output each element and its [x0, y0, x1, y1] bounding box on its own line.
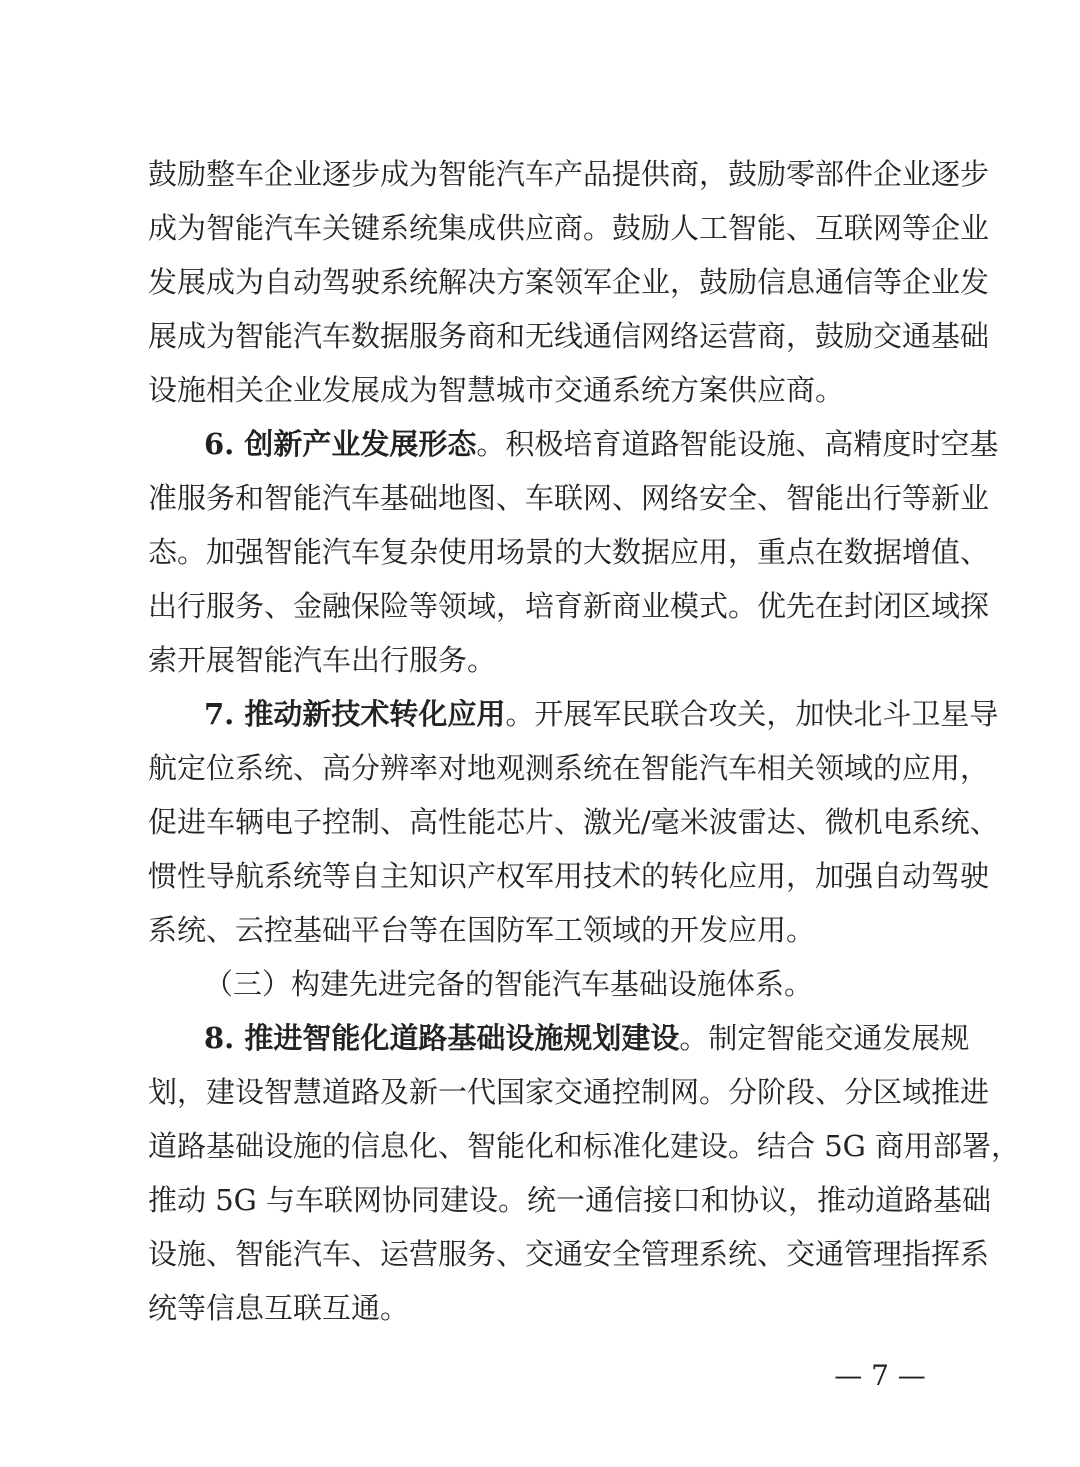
section-heading-line: 6. 创新产业发展形态。积极培育道路智能设施、高精度时空基: [204, 427, 999, 461]
text-line: 准服务和智能汽车基础地图、车联网、网络安全、智能出行等新业: [148, 481, 990, 515]
text-line: 态。加强智能汽车复杂使用场景的大数据应用，重点在数据增值、: [148, 535, 990, 569]
section-heading-line: 8. 推进智能化道路基础设施规划建设。制定智能交通发展规: [204, 1021, 970, 1055]
text-line: 展成为智能汽车数据服务商和无线通信网络运营商，鼓励交通基础: [148, 319, 990, 353]
subsection-heading-line: [204, 964, 934, 1004]
section-heading: 7. 推动新技术转化应用: [204, 697, 506, 731]
text-line: 设施、智能汽车、运营服务、交通安全管理系统、交通管理指挥系: [148, 1237, 990, 1271]
page-number: — 7 —: [834, 1359, 926, 1392]
text-line: 划，建设智慧道路及新一代国家交通控制网。分阶段、分区域推进: [148, 1075, 990, 1109]
text-line: 促进车辆电子控制、高性能芯片、激光/毫米波雷达、微机电系统、: [148, 805, 999, 839]
section-heading: 6. 创新产业发展形态: [204, 427, 477, 461]
text-line: 系统、云控基础平台等在国防军工领域的开发应用。: [148, 913, 816, 947]
text-line: 航定位系统、高分辨率对地观测系统在智能汽车相关领域的应用，: [148, 751, 990, 785]
text-line: 推动 5G 与车联网协同建设。统一通信接口和协议，推动道路基础: [148, 1183, 992, 1217]
subsection-heading: （三）构建先进完备的智能汽车基础设施体系。: [204, 967, 814, 1001]
section-heading-line: 7. 推动新技术转化应用。开展军民联合攻关，加快北斗卫星导: [204, 697, 999, 731]
text-line: 鼓励整车企业逐步成为智能汽车产品提供商，鼓励零部件企业逐步: [148, 157, 990, 191]
text-line: 惯性导航系统等自主知识产权军用技术的转化应用，加强自动驾驶: [148, 859, 990, 893]
text-line: 发展成为自动驾驶系统解决方案领军企业，鼓励信息通信等企业发: [148, 265, 990, 299]
text-line: 出行服务、金融保险等领域，培育新商业模式。优先在封闭区域探: [148, 589, 990, 623]
text-line: 索开展智能汽车出行服务。: [148, 643, 497, 677]
text-line: 道路基础设施的信息化、智能化和标准化建设。结合 5G 商用部署，: [148, 1129, 1021, 1163]
text-line: 成为智能汽车关键系统集成供应商。鼓励人工智能、互联网等企业: [148, 211, 990, 245]
text-line: 统等信息互联互通。: [148, 1291, 410, 1325]
section-heading: 8. 推进智能化道路基础设施规划建设: [204, 1021, 680, 1055]
text-line: 设施相关企业发展成为智慧城市交通系统方案供应商。: [148, 373, 845, 407]
